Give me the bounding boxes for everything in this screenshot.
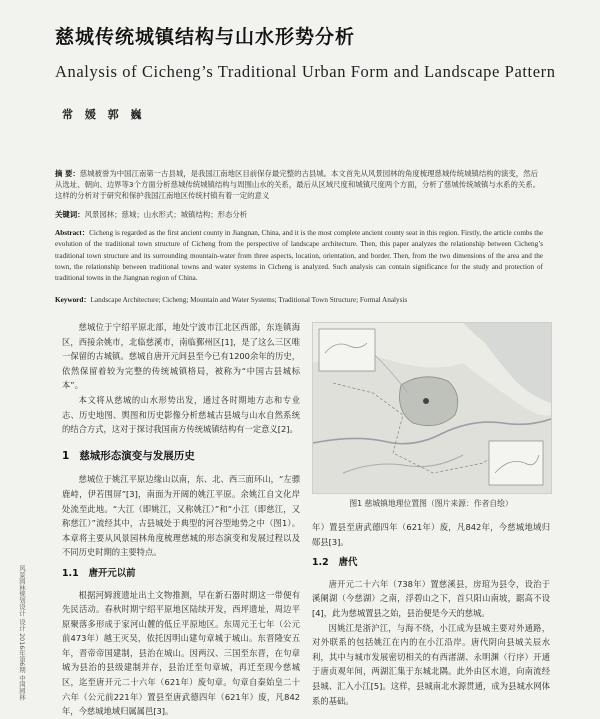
keywords-en [55, 295, 543, 306]
subsection-1-1-heading [62, 567, 300, 582]
section-1-paragraph: 慈城位于姚江平原边缘山以南，东、北、西三面环山，“左骠鹿峙，伊若围屏”[3]，南面为开阔的姚江平原。余姚江自文化岸处流至此地。“大江（即姚江，又称姚江）”和“小江（即慈江，又称慈江）”流经其中，古县城处于典型的河谷型地势之中（图1）。本章将主要从风景园林角度梳理慈城的形态演变和发展过程以及不同历史时期的主要特点。 [62, 474, 300, 558]
keywords-en-label: Keyword： [55, 296, 91, 304]
intro-paragraph-2: 本文将从慈城的山水形势出发，通过各时期地方志和专业志、历史地图、舆图和历史影像分析慈城古县城与山水自然系统的结合方式，这对于探讨我国南方传统城镇结构有一定意义[2]。 [62, 394, 300, 435]
section-1-number: 1 [62, 449, 70, 462]
subsection-1-2-paragraph-2: 因姚江是浙沪江，与海不绕，小江成为县城主要对外通路，对外联系的包括姚江在内的在小江沿岸。唐代阴向县城关辰水利，其中与城市发展密切相关的有西渚湖、永明渊（行序）开通于唐贞观年间，两湖汇集于东城北隅。此外由区水道，向南流经县城、汇入小江[5]。这样，县城南北水源贯通，成为县城水网体系的基础。 [312, 622, 550, 706]
abstract-en [55, 228, 543, 284]
figure-1-caption: 图1 慈城镇地理位置图（图片来源：作者自绘） [349, 499, 513, 508]
left-column [62, 320, 300, 719]
intro-paragraph-1: 慈城位于宁绍平原北部，地处宁波市江北区西部，东连镇海区，西接余姚市，北临慈溪市，南临鄞州区[1]，是了这么三区唯一保留的古城镇。慈城自唐开元间县至今已有1200余年的历史，依然保留着较为完整的传统城镇格局，被称为“中国古县城标本”。 [62, 322, 300, 391]
subsection-1-1-paragraph: 根据河姆渡遗址出土文物推测，早在新石器时期这一带便有先民活动。春秋时期宁绍平原地区陆续开发，西坪遗址，周边平原聚落多形成于家河山麓的低丘平原地区。东周元王七年（公元前473年）越王灭吴，依托因明山建句章城于城山。东晋隆安五年，晋帝帝国建制，县治在城山。因两汉、三国至东晋，在句章城为县治的县级建制并存，县治迁至句章城，再迁至现今慈城区，迄至唐开元二十六年（621年）废句章。句章自秦始皇二十六年（公元前221年）置县至唐武德四年（621年）废，凡842年，今慈城地域归属属邑[3]。 [62, 589, 300, 717]
abstract-en-text: Cicheng is regarded as the first ancient county in Jiangnan, China, and it is the most complete ancient county seat in this region. Firstly, the article combs the evolution of the traditional town structure of Cicheng from the perspective of landscape architecture. Then, this paper analyzes the relationship between Cicheng’s traditional town structure and its surrounding mountain-water from three aspects, location, orientation, and border. Then, from the two dimensions of the area and the town, the relationship between traditional towns and water systems in Cicheng is analyzed. Such analysis can contain significance for the study and protection of traditional towns in the Jiangnan region of China. [55, 229, 543, 283]
subsection-1-2-number: 1.2 [312, 557, 329, 569]
subsection-1-1-continued: 年）置县至唐武德四年（621年）废，凡842年，今慈城地域归郧县[3]。 [312, 522, 550, 547]
keywords-en-text: Landscape Architecture; Cicheng; Mountain and Water Systems; Traditional Town Structure; Formal Analysis [90, 296, 408, 304]
location-map-image [313, 323, 551, 493]
subsection-1-1-title: 唐开元以前 [88, 567, 136, 579]
paper-title-en: Analysis of Cicheng’s Traditional Urban Form and Landscape Pattern [55, 62, 556, 81]
subsection-1-2-heading [312, 556, 550, 571]
subsection-1-2-title: 唐代 [338, 557, 358, 569]
abstract-cn [55, 168, 543, 202]
section-1-title: 慈城形态演变与发展历史 [79, 449, 195, 462]
paper-title-cn: 慈城传统城镇结构与山水形势分析 [55, 26, 356, 48]
keywords-cn-text: 风景园林；慈城；山水形式；城镇结构；形态分析 [84, 210, 248, 219]
subsection-1-1-number: 1.1 [62, 567, 79, 579]
keywords-cn-label: 关键词： [55, 210, 85, 219]
right-column [312, 520, 550, 708]
abstract-cn-label: 摘 要： [55, 169, 80, 178]
section-1-heading [62, 449, 300, 464]
keywords-cn [55, 209, 543, 220]
abstract-cn-text: 慈城被誉为中国江南第一古县城，是我国江南地区目前保存最完整的古县城。本文首先从风景园林的角度梳理慈城传统城镇结构的演变，然后从选址、朝向、边界等3个方面分析慈城传统城镇结构与周围山水的关系，最后从区域尺度和城镇尺度两个方面，分析了慈城传统城镇与水系的关系。这样的分析对于研究和保护我国江南地区传统村镇有着一定的意义 [55, 169, 541, 201]
figure-1-map [312, 322, 552, 494]
abstract-en-label: Abstract： [55, 229, 90, 237]
authors: 常 媛 郭 巍 [62, 108, 146, 121]
journal-side-note: 风景园林规划设计 设计 2016年第6期 中国园林 [18, 565, 26, 701]
subsection-1-2-paragraph-1: 唐开元二十六年（738年）置慈溪县，房琯为县令，设治于溪阑湖（今慈湖）之南，浮碧山之下，首只阳山南坡，踞高不设[4]，此为慈城置县之始，县治便是今天的慈城。 [312, 578, 550, 618]
